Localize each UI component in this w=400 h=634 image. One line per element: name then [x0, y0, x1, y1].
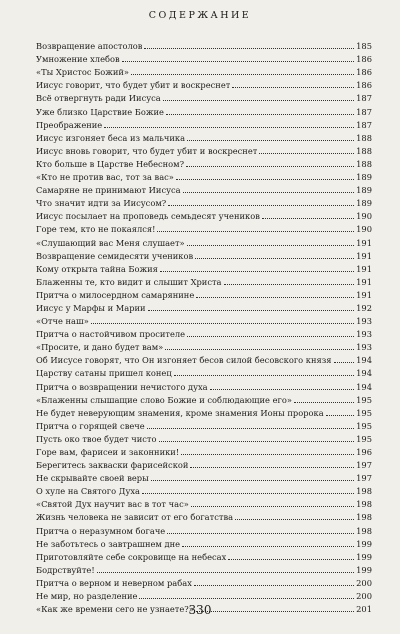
- toc-dot-leader: [262, 218, 354, 219]
- toc-entry-title: «Отче наш»: [36, 316, 89, 327]
- toc-entry: [36, 301, 372, 314]
- toc-dot-leader: [187, 140, 354, 141]
- toc-entry: [36, 366, 372, 379]
- toc-entry: [36, 406, 372, 419]
- toc-entry-title: Уже близко Царствие Божие: [36, 106, 164, 117]
- toc-entry-page: 189: [356, 185, 372, 196]
- toc-dot-leader: [326, 415, 354, 416]
- toc-entry-title: Кому открыта тайна Божия: [36, 263, 158, 274]
- toc-entry-page: 189: [356, 172, 372, 183]
- toc-entry: [36, 249, 372, 262]
- toc-entry-page: 191: [356, 250, 372, 261]
- toc-entry: [36, 563, 372, 576]
- toc-entry: [36, 39, 372, 52]
- toc-entry: [36, 340, 372, 353]
- toc-entry-title: Иисус у Марфы и Марии: [36, 302, 146, 313]
- toc-dot-leader: [187, 245, 355, 246]
- toc-dot-leader: [157, 231, 354, 232]
- toc-entry-page: 198: [356, 499, 372, 510]
- toc-entry: [36, 262, 372, 275]
- toc-entry-page: 195: [356, 407, 372, 418]
- toc-dot-leader: [181, 454, 354, 455]
- toc-entry-title: «Как же времени сего не узнаете?»: [36, 604, 194, 615]
- toc-entry-page: 186: [356, 54, 372, 65]
- toc-dot-leader: [97, 572, 354, 573]
- toc-entry: [36, 393, 372, 406]
- toc-entry-page: 197: [356, 460, 372, 471]
- toc-entry: [36, 589, 372, 602]
- toc-entry-title: Иисус вновь говорит, что будет убит и воскреснет: [36, 145, 258, 156]
- toc-entry-title: «Блаженны слышащие слово Божие и соблюдающие его»: [36, 394, 292, 405]
- toc-entry-page: 193: [356, 316, 372, 327]
- toc-entry-page: 186: [356, 80, 372, 91]
- toc-entry-page: 199: [356, 564, 372, 575]
- toc-dot-leader: [232, 87, 354, 88]
- toc-entry-title: Иисус изгоняет беса из мальчика: [36, 132, 186, 143]
- toc-entry: [36, 288, 372, 301]
- toc-entry: [36, 91, 372, 104]
- toc-dot-leader: [148, 310, 355, 311]
- toc-entry-title: «Просите, и дано будет вам»: [36, 342, 164, 353]
- toc-entry-title: Всё отвергнуть ради Иисуса: [36, 93, 161, 104]
- toc-entry-page: 193: [356, 329, 372, 340]
- toc-entry-page: 190: [356, 224, 372, 235]
- toc-entry-title: Жизнь человека не зависит от его богатства: [36, 512, 234, 523]
- toc-entry: [36, 170, 372, 183]
- toc-entry: [36, 484, 372, 497]
- toc-entry: [36, 497, 372, 510]
- toc-entry-title: Приготовляйте себе сокровище на небесах: [36, 551, 227, 562]
- toc-dot-leader: [147, 428, 354, 429]
- toc-entry-page: 191: [356, 289, 372, 300]
- toc-entry-page: 187: [356, 93, 372, 104]
- page-header: СОДЕРЖАНИЕ: [148, 10, 252, 21]
- toc-entry-page: 192: [356, 302, 372, 313]
- toc-dot-leader: [163, 100, 354, 101]
- toc-entry-page: 198: [356, 512, 372, 523]
- toc-entry-page: 186: [356, 67, 372, 78]
- toc-dot-leader: [187, 336, 354, 337]
- toc-entry: [36, 576, 372, 589]
- toc-entry: [36, 314, 372, 327]
- toc-entry: [36, 65, 372, 78]
- toc-entry: [36, 458, 372, 471]
- toc-entry: [36, 235, 372, 248]
- toc-entry-page: 188: [356, 132, 372, 143]
- toc-entry-page: 200: [356, 591, 372, 602]
- toc-entry-page: 197: [356, 473, 372, 484]
- toc-entry-title: «Кто не против вас, тот за вас»: [36, 172, 174, 183]
- toc-entry: [36, 275, 372, 288]
- toc-entry: [36, 196, 372, 209]
- toc-entry-title: О хуле на Святого Духа: [36, 486, 141, 497]
- toc-entry-title: Берегитесь закваски фарисейской: [36, 460, 189, 471]
- toc-entry: [36, 550, 372, 563]
- toc-entry-title: Не заботьтесь о завтрашнем дне: [36, 538, 181, 549]
- toc-dot-leader: [183, 192, 355, 193]
- toc-dot-leader: [334, 362, 355, 363]
- toc-dot-leader: [235, 519, 354, 520]
- toc-entry-title: Притча о неразумном богаче: [36, 525, 166, 536]
- toc-entry-page: 188: [356, 158, 372, 169]
- toc-entry-page: 194: [356, 368, 372, 379]
- toc-dot-leader: [186, 166, 354, 167]
- toc-entry-title: Притча о верном и неверном рабах: [36, 577, 192, 588]
- toc-dot-leader: [165, 349, 354, 350]
- page-number: 330: [188, 603, 212, 617]
- toc-entry: [36, 131, 372, 144]
- toc-dot-leader: [196, 297, 354, 298]
- toc-entry-page: 201: [356, 604, 372, 615]
- toc-entry: [36, 52, 372, 65]
- toc-dot-leader: [142, 493, 354, 494]
- toc-entry: [36, 523, 372, 536]
- toc-dot-leader: [210, 389, 355, 390]
- toc-entry-title: «Ты Христос Божий»: [36, 67, 129, 78]
- toc-entry-title: «Слушающий вас Меня слушает»: [36, 237, 185, 248]
- toc-entry: [36, 222, 372, 235]
- toc-entry-page: 199: [356, 551, 372, 562]
- toc-dot-leader: [194, 585, 354, 586]
- toc-entry-title: Бодрствуйте!: [36, 564, 95, 575]
- toc-dot-leader: [195, 258, 354, 259]
- toc-entry-page: 198: [356, 525, 372, 536]
- toc-entry-title: Не мир, но разделение: [36, 591, 138, 602]
- toc-entry-page: 187: [356, 106, 372, 117]
- toc-entry: [36, 445, 372, 458]
- toc-dot-leader: [144, 48, 354, 49]
- toc-entry-title: Блаженны те, кто видит и слышит Христа: [36, 276, 222, 287]
- toc-dot-leader: [166, 114, 354, 115]
- toc-entry: [36, 432, 372, 445]
- toc-entry-title: Самаряне не принимают Иисуса: [36, 185, 181, 196]
- toc-entry-page: 195: [356, 394, 372, 405]
- toc-entry-page: 191: [356, 276, 372, 287]
- toc-entry: [36, 379, 372, 392]
- toc-entry-title: Горе тем, кто не покаялся!: [36, 224, 156, 235]
- toc-entry-title: Не скрывайте своей веры: [36, 473, 149, 484]
- table-of-contents: [36, 39, 372, 615]
- toc-entry-title: Притча о возвращении нечистого духа: [36, 381, 208, 392]
- toc-entry: [36, 510, 372, 523]
- toc-dot-leader: [190, 467, 354, 468]
- toc-entry: [36, 471, 372, 484]
- toc-entry-page: 199: [356, 538, 372, 549]
- toc-dot-leader: [151, 480, 354, 481]
- toc-dot-leader: [91, 323, 354, 324]
- toc-dot-leader: [182, 546, 354, 547]
- toc-entry-page: 198: [356, 486, 372, 497]
- toc-entry: [36, 104, 372, 117]
- toc-entry-title: Притча о горящей свече: [36, 420, 145, 431]
- toc-dot-leader: [104, 127, 354, 128]
- toc-entry-title: Что значит идти за Иисусом?: [36, 198, 167, 209]
- toc-entry-page: 191: [356, 237, 372, 248]
- toc-entry: [36, 118, 372, 131]
- toc-entry-page: 195: [356, 420, 372, 431]
- toc-entry-page: 191: [356, 263, 372, 274]
- toc-entry-page: 193: [356, 342, 372, 353]
- toc-entry: [36, 144, 372, 157]
- toc-entry-title: Возвращение семидесяти учеников: [36, 250, 194, 261]
- toc-entry-page: 188: [356, 145, 372, 156]
- toc-dot-leader: [176, 179, 354, 180]
- toc-entry: [36, 157, 372, 170]
- toc-entry-title: Кто больше в Царстве Небесном?: [36, 158, 185, 169]
- toc-entry-title: Пусть око твое будет чисто: [36, 433, 157, 444]
- toc-dot-leader: [224, 284, 355, 285]
- toc-entry-page: 200: [356, 577, 372, 588]
- toc-entry-title: «Святой Дух научит вас в тот час»: [36, 499, 189, 510]
- toc-entry: [36, 209, 372, 222]
- toc-entry: [36, 183, 372, 196]
- toc-entry-title: Царству сатаны пришел конец: [36, 368, 172, 379]
- toc-entry-title: Притча о настойчивом просителе: [36, 329, 186, 340]
- toc-entry-page: 194: [356, 355, 372, 366]
- toc-entry-page: 187: [356, 119, 372, 130]
- toc-dot-leader: [259, 153, 354, 154]
- toc-entry: [36, 78, 372, 91]
- toc-dot-leader: [159, 441, 355, 442]
- toc-entry-page: 195: [356, 433, 372, 444]
- toc-entry-page: 189: [356, 198, 372, 209]
- toc-entry: [36, 353, 372, 366]
- toc-dot-leader: [139, 598, 354, 599]
- toc-entry-page: 185: [356, 41, 372, 52]
- toc-entry-title: Иисус говорит, что будет убит и воскреснет: [36, 80, 231, 91]
- toc-entry-page: 196: [356, 447, 372, 457]
- toc-entry-title: Не будет неверующим знамения, кроме знамения Ионы пророка: [36, 407, 324, 418]
- toc-entry-title: Преображение: [36, 119, 103, 130]
- toc-dot-leader: [191, 506, 354, 507]
- toc-entry-title: Возвращение апостолов: [36, 41, 143, 52]
- toc-entry: [36, 537, 372, 550]
- toc-dot-leader: [160, 271, 354, 272]
- toc-dot-leader: [174, 375, 354, 376]
- toc-dot-leader: [122, 61, 355, 62]
- toc-entry-title: Умножение хлебов: [36, 54, 120, 65]
- toc-dot-leader: [168, 205, 354, 206]
- toc-entry-page: 194: [356, 381, 372, 392]
- toc-dot-leader: [167, 533, 354, 534]
- toc-entry: [36, 419, 372, 432]
- toc-dot-leader: [294, 402, 354, 403]
- toc-entry-title: Горе вам, фарисеи и законники!: [36, 447, 180, 457]
- toc-entry: [36, 327, 372, 340]
- toc-entry-page: 190: [356, 211, 372, 222]
- toc-entry-title: Притча о милосердном самарянине: [36, 289, 195, 300]
- toc-entry-title: Иисус посылает на проповедь семьдесят учеников: [36, 211, 260, 222]
- toc-dot-leader: [228, 559, 354, 560]
- toc-dot-leader: [131, 74, 354, 75]
- toc-entry-title: Об Иисусе говорят, что Он изгоняет бесов силой бесовского князя: [36, 355, 332, 366]
